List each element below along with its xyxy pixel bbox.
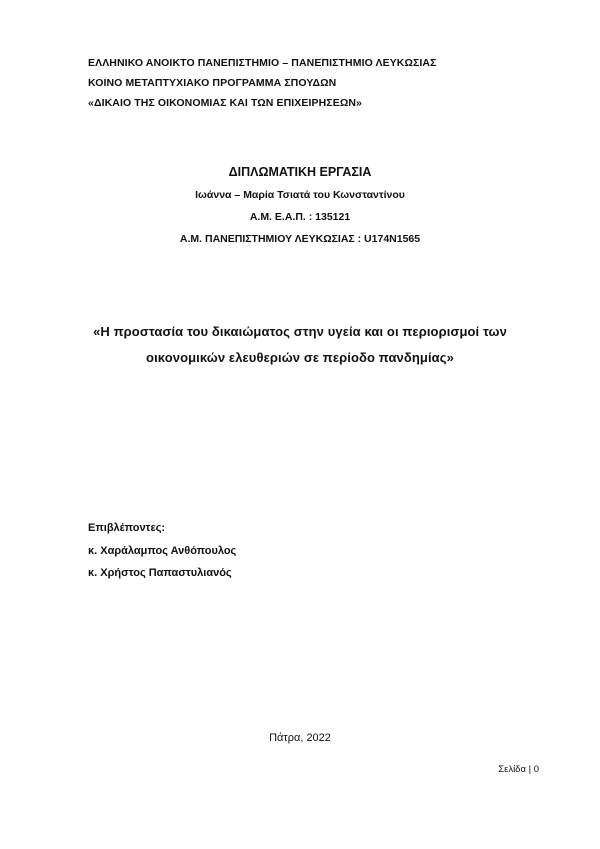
eap-registration-number: Α.Μ. Ε.Α.Π. : 135121	[249, 211, 351, 223]
institution-name: ΕΛΛΗΝΙΚΟ ΑΝΟΙΚΤΟ ΠΑΝΕΠΙΣΤΗΜΙΟ – ΠΑΝΕΠΙΣΤΗΜΙΟ ΛΕΥΚΩΣΙΑΣ	[88, 57, 437, 69]
page-number: Σελίδα | 0	[498, 764, 539, 775]
thesis-title-line-2: οικονομικών ελευθεριών σε περίοδο πανδημίας»	[146, 350, 454, 365]
thesis-title-line-1: «Η προστασία του δικαιώματος στην υγεία και οι περιορισμοί των	[93, 324, 507, 339]
unic-registration-number: Α.Μ. ΠΑΝΕΠΙΣΤΗΜΙΟΥ ΛΕΥΚΩΣΙΑΣ : U174N1565	[179, 233, 421, 245]
supervisor-name: κ. Χρήστος Παπαστυλιανός	[88, 567, 232, 579]
thesis-label: ΔΙΠΛΩΜΑΤΙΚΗ ΕΡΓΑΣΙΑ	[228, 165, 372, 179]
author-name: Ιωάννα – Μαρία Τσιατά του Κωνσταντίνου	[195, 189, 405, 201]
supervisors-label: Επιβλέποντες:	[88, 522, 166, 534]
specialization-name: «ΔΙΚΑΙΟ ΤΗΣ ΟΙΚΟΝΟΜΙΑΣ ΚΑΙ ΤΩΝ ΕΠΙΧΕΙΡΗΣΕΩΝ»	[88, 97, 362, 109]
supervisor-name: κ. Χαράλαμπος Ανθόπουλος	[88, 545, 237, 557]
program-name: ΚΟΙΝΟ ΜΕΤΑΠΤΥΧΙΑΚΟ ΠΡΟΓΡΑΜΜΑ ΣΠΟΥΔΩΝ	[88, 77, 337, 89]
place-date: Πάτρα, 2022	[269, 732, 331, 744]
